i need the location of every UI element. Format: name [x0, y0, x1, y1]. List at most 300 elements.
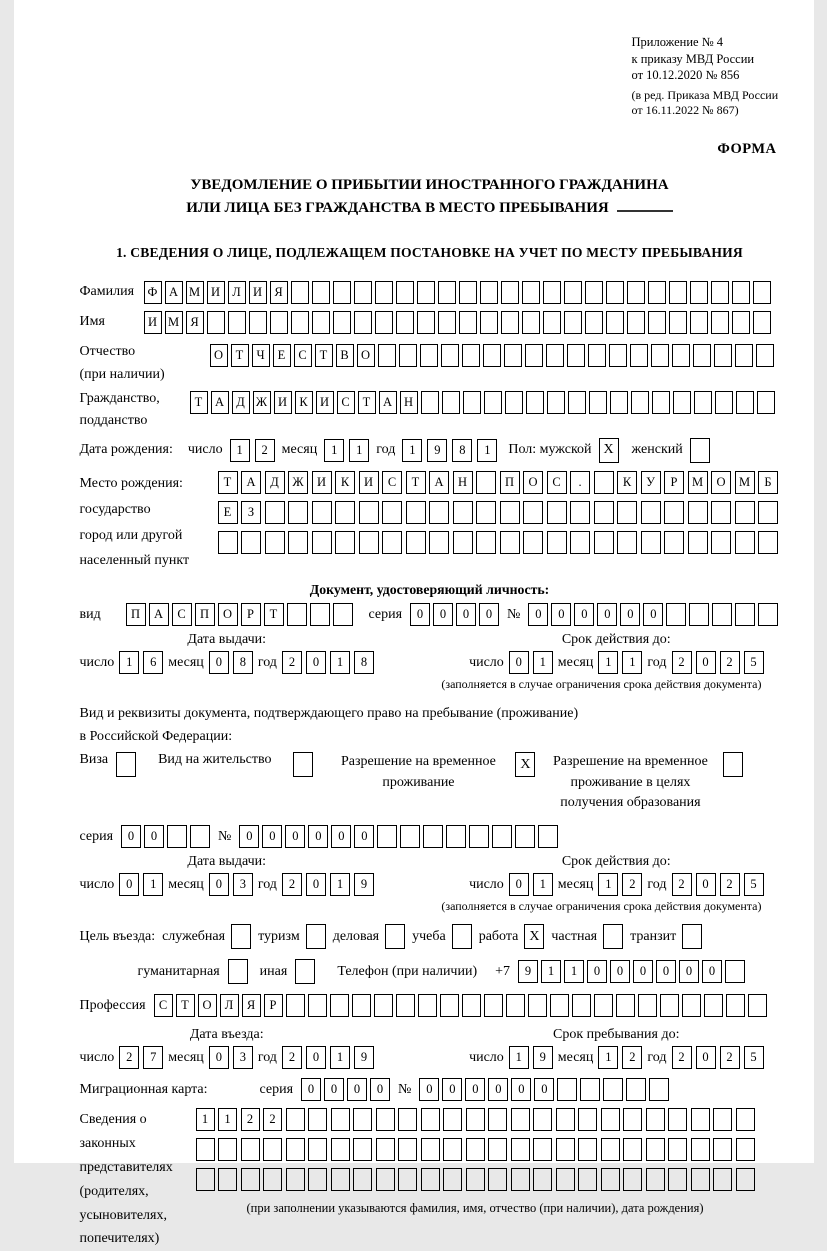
- purpose-chastnaya-checkbox[interactable]: [603, 924, 623, 949]
- form-cell[interactable]: С: [547, 471, 567, 494]
- form-cell[interactable]: Т: [406, 471, 426, 494]
- form-cell[interactable]: [594, 501, 614, 524]
- form-cell[interactable]: С: [382, 471, 402, 494]
- form-cell[interactable]: [522, 311, 540, 334]
- form-cell[interactable]: [331, 1168, 350, 1191]
- form-cell[interactable]: И: [207, 281, 225, 304]
- form-cell[interactable]: И: [312, 471, 332, 494]
- form-cell[interactable]: [466, 1108, 485, 1131]
- form-cell[interactable]: [638, 994, 657, 1017]
- form-cell[interactable]: 1: [218, 1108, 237, 1131]
- form-cell[interactable]: Р: [241, 603, 261, 626]
- form-cell[interactable]: Т: [264, 603, 284, 626]
- form-cell[interactable]: [421, 1138, 440, 1161]
- form-cell[interactable]: К: [295, 391, 313, 414]
- purpose-delovaya-checkbox[interactable]: [385, 924, 405, 949]
- form-cell[interactable]: [564, 311, 582, 334]
- form-cell[interactable]: [648, 311, 666, 334]
- form-cell[interactable]: [382, 531, 402, 554]
- form-cell[interactable]: [398, 1138, 417, 1161]
- form-cell[interactable]: [568, 391, 586, 414]
- form-cell[interactable]: [376, 1138, 395, 1161]
- form-cell[interactable]: [501, 281, 519, 304]
- form-cell[interactable]: 1: [598, 873, 618, 896]
- form-cell[interactable]: И: [359, 471, 379, 494]
- form-cell[interactable]: 0: [347, 1078, 367, 1101]
- permit-issue-day-input[interactable]: [119, 873, 163, 896]
- temp-residence-checkbox[interactable]: X: [515, 752, 535, 777]
- form-cell[interactable]: [648, 281, 666, 304]
- form-cell[interactable]: [375, 281, 393, 304]
- doc-issue-year-input[interactable]: [282, 651, 374, 674]
- form-cell[interactable]: [588, 344, 606, 367]
- form-cell[interactable]: А: [241, 471, 261, 494]
- form-cell[interactable]: [630, 344, 648, 367]
- form-cell[interactable]: [196, 1168, 215, 1191]
- form-cell[interactable]: 0: [696, 873, 716, 896]
- form-cell[interactable]: 0: [306, 1046, 326, 1069]
- form-cell[interactable]: [398, 1168, 417, 1191]
- form-cell[interactable]: П: [500, 471, 520, 494]
- form-cell[interactable]: Т: [315, 344, 333, 367]
- migration-seria-input[interactable]: [301, 1078, 390, 1101]
- form-cell[interactable]: Д: [265, 471, 285, 494]
- form-cell[interactable]: [623, 1138, 642, 1161]
- form-cell[interactable]: 2: [622, 1046, 642, 1069]
- form-cell[interactable]: [492, 825, 512, 848]
- form-cell[interactable]: А: [149, 603, 169, 626]
- form-cell[interactable]: [476, 471, 496, 494]
- form-cell[interactable]: [688, 501, 708, 524]
- form-cell[interactable]: [438, 311, 456, 334]
- form-cell[interactable]: [459, 281, 477, 304]
- form-cell[interactable]: [398, 1108, 417, 1131]
- form-cell[interactable]: [664, 531, 684, 554]
- form-cell[interactable]: [241, 1168, 260, 1191]
- form-cell[interactable]: [418, 994, 437, 1017]
- form-cell[interactable]: Н: [400, 391, 418, 414]
- form-cell[interactable]: [627, 281, 645, 304]
- representatives-row1-input[interactable]: [196, 1108, 755, 1131]
- form-cell[interactable]: 2: [672, 1046, 692, 1069]
- form-cell[interactable]: [623, 1168, 642, 1191]
- form-cell[interactable]: [570, 531, 590, 554]
- form-cell[interactable]: А: [165, 281, 183, 304]
- form-cell[interactable]: Я: [186, 311, 204, 334]
- form-cell[interactable]: [664, 501, 684, 524]
- form-cell[interactable]: 9: [518, 960, 538, 983]
- form-cell[interactable]: [421, 1168, 440, 1191]
- form-cell[interactable]: 0: [643, 603, 663, 626]
- form-cell[interactable]: [550, 994, 569, 1017]
- form-cell[interactable]: 9: [427, 439, 447, 462]
- form-cell[interactable]: К: [335, 471, 355, 494]
- form-cell[interactable]: [757, 391, 775, 414]
- entry-month-input[interactable]: [209, 1046, 253, 1069]
- form-cell[interactable]: [578, 1138, 597, 1161]
- form-cell[interactable]: [589, 391, 607, 414]
- form-cell[interactable]: [429, 531, 449, 554]
- form-cell[interactable]: 0: [419, 1078, 439, 1101]
- form-cell[interactable]: 2: [672, 873, 692, 896]
- form-cell[interactable]: [312, 281, 330, 304]
- form-cell[interactable]: [335, 501, 355, 524]
- form-cell[interactable]: [623, 1108, 642, 1131]
- form-cell[interactable]: [378, 344, 396, 367]
- form-cell[interactable]: [396, 994, 415, 1017]
- form-cell[interactable]: [601, 1108, 620, 1131]
- form-cell[interactable]: [672, 344, 690, 367]
- form-cell[interactable]: О: [210, 344, 228, 367]
- form-cell[interactable]: [526, 391, 544, 414]
- form-cell[interactable]: [417, 281, 435, 304]
- form-cell[interactable]: И: [274, 391, 292, 414]
- form-cell[interactable]: Ч: [252, 344, 270, 367]
- form-cell[interactable]: 0: [465, 1078, 485, 1101]
- form-cell[interactable]: 0: [354, 825, 374, 848]
- form-cell[interactable]: [354, 281, 372, 304]
- form-cell[interactable]: 8: [233, 651, 253, 674]
- form-cell[interactable]: [484, 994, 503, 1017]
- form-cell[interactable]: [462, 344, 480, 367]
- form-cell[interactable]: [423, 825, 443, 848]
- form-cell[interactable]: 2: [282, 873, 302, 896]
- form-cell[interactable]: [564, 281, 582, 304]
- form-cell[interactable]: [190, 825, 210, 848]
- form-cell[interactable]: 2: [282, 1046, 302, 1069]
- form-cell[interactable]: 2: [720, 651, 740, 674]
- form-cell[interactable]: П: [126, 603, 146, 626]
- form-cell[interactable]: [469, 825, 489, 848]
- form-cell[interactable]: 0: [144, 825, 164, 848]
- form-cell[interactable]: 2: [263, 1108, 282, 1131]
- form-cell[interactable]: [286, 994, 305, 1017]
- form-cell[interactable]: [228, 311, 246, 334]
- form-cell[interactable]: [453, 531, 473, 554]
- form-cell[interactable]: К: [617, 471, 637, 494]
- form-cell[interactable]: [443, 1168, 462, 1191]
- form-cell[interactable]: [543, 281, 561, 304]
- form-cell[interactable]: [291, 281, 309, 304]
- form-cell[interactable]: .: [570, 471, 590, 494]
- form-cell[interactable]: О: [218, 603, 238, 626]
- purpose-ucheba-checkbox[interactable]: [452, 924, 472, 949]
- form-cell[interactable]: С: [337, 391, 355, 414]
- representatives-row3-input[interactable]: [196, 1168, 755, 1191]
- form-cell[interactable]: 2: [720, 873, 740, 896]
- form-cell[interactable]: 2: [282, 651, 302, 674]
- form-cell[interactable]: [601, 1168, 620, 1191]
- form-cell[interactable]: [466, 1168, 485, 1191]
- form-cell[interactable]: [691, 1168, 710, 1191]
- doc-type-input[interactable]: [126, 603, 353, 626]
- form-cell[interactable]: Т: [218, 471, 238, 494]
- form-cell[interactable]: Л: [220, 994, 239, 1017]
- form-cell[interactable]: [533, 1138, 552, 1161]
- form-cell[interactable]: 0: [306, 651, 326, 674]
- form-cell[interactable]: [691, 1108, 710, 1131]
- form-cell[interactable]: [504, 344, 522, 367]
- form-cell[interactable]: [594, 531, 614, 554]
- form-cell[interactable]: [694, 391, 712, 414]
- doc-issue-day-input[interactable]: [119, 651, 163, 674]
- form-cell[interactable]: [689, 603, 709, 626]
- form-cell[interactable]: [440, 994, 459, 1017]
- form-cell[interactable]: [693, 344, 711, 367]
- form-cell[interactable]: 5: [744, 873, 764, 896]
- form-cell[interactable]: [480, 281, 498, 304]
- purpose-tranzit-checkbox[interactable]: [682, 924, 702, 949]
- form-cell[interactable]: 3: [233, 873, 253, 896]
- form-cell[interactable]: [511, 1138, 530, 1161]
- form-cell[interactable]: [646, 1168, 665, 1191]
- form-cell[interactable]: 0: [370, 1078, 390, 1101]
- form-cell[interactable]: [511, 1108, 530, 1131]
- given-name-input[interactable]: [144, 311, 771, 334]
- form-cell[interactable]: [556, 1138, 575, 1161]
- form-cell[interactable]: Ж: [253, 391, 271, 414]
- form-cell[interactable]: [669, 311, 687, 334]
- form-cell[interactable]: [690, 281, 708, 304]
- form-cell[interactable]: 1: [598, 651, 618, 674]
- form-cell[interactable]: [523, 531, 543, 554]
- form-cell[interactable]: [711, 531, 731, 554]
- form-cell[interactable]: [353, 1138, 372, 1161]
- form-cell[interactable]: 0: [209, 651, 229, 674]
- form-cell[interactable]: Д: [232, 391, 250, 414]
- form-cell[interactable]: [463, 391, 481, 414]
- doc-valid-month-input[interactable]: [598, 651, 642, 674]
- form-cell[interactable]: 0: [488, 1078, 508, 1101]
- form-cell[interactable]: [682, 994, 701, 1017]
- form-cell[interactable]: [585, 281, 603, 304]
- form-cell[interactable]: 1: [598, 1046, 618, 1069]
- form-cell[interactable]: [399, 344, 417, 367]
- form-cell[interactable]: 0: [696, 1046, 716, 1069]
- form-cell[interactable]: [265, 531, 285, 554]
- form-cell[interactable]: [354, 311, 372, 334]
- form-cell[interactable]: [556, 1168, 575, 1191]
- form-cell[interactable]: [668, 1138, 687, 1161]
- form-cell[interactable]: [713, 1108, 732, 1131]
- form-cell[interactable]: 0: [301, 1078, 321, 1101]
- form-cell[interactable]: [735, 603, 755, 626]
- stay-year-input[interactable]: [672, 1046, 764, 1069]
- form-cell[interactable]: [286, 1168, 305, 1191]
- form-cell[interactable]: [376, 1168, 395, 1191]
- form-cell[interactable]: [376, 1108, 395, 1131]
- purpose-rabota-checkbox[interactable]: X: [524, 924, 544, 949]
- form-cell[interactable]: О: [523, 471, 543, 494]
- form-cell[interactable]: [609, 344, 627, 367]
- form-cell[interactable]: 9: [533, 1046, 553, 1069]
- form-cell[interactable]: 9: [354, 873, 374, 896]
- form-cell[interactable]: В: [336, 344, 354, 367]
- form-cell[interactable]: [459, 311, 477, 334]
- form-cell[interactable]: [406, 531, 426, 554]
- form-cell[interactable]: 1: [564, 960, 584, 983]
- form-cell[interactable]: А: [379, 391, 397, 414]
- form-cell[interactable]: У: [641, 471, 661, 494]
- form-cell[interactable]: 0: [551, 603, 571, 626]
- entry-day-input[interactable]: [119, 1046, 163, 1069]
- form-cell[interactable]: [417, 311, 435, 334]
- form-cell[interactable]: [333, 603, 353, 626]
- form-cell[interactable]: [501, 311, 519, 334]
- form-cell[interactable]: 5: [744, 651, 764, 674]
- form-cell[interactable]: [421, 1108, 440, 1131]
- form-cell[interactable]: А: [211, 391, 229, 414]
- stay-day-input[interactable]: [509, 1046, 553, 1069]
- form-cell[interactable]: 0: [633, 960, 653, 983]
- migration-number-input[interactable]: [419, 1078, 669, 1101]
- form-cell[interactable]: 1: [533, 873, 553, 896]
- form-cell[interactable]: [736, 391, 754, 414]
- form-cell[interactable]: [758, 531, 778, 554]
- form-cell[interactable]: 9: [354, 1046, 374, 1069]
- form-cell[interactable]: [627, 311, 645, 334]
- form-cell[interactable]: Р: [264, 994, 283, 1017]
- form-cell[interactable]: [547, 501, 567, 524]
- form-cell[interactable]: С: [172, 603, 192, 626]
- form-cell[interactable]: [484, 391, 502, 414]
- form-cell[interactable]: [736, 1108, 755, 1131]
- form-cell[interactable]: [649, 1078, 669, 1101]
- form-cell[interactable]: 0: [509, 651, 529, 674]
- form-cell[interactable]: [429, 501, 449, 524]
- form-cell[interactable]: М: [688, 471, 708, 494]
- form-cell[interactable]: [382, 501, 402, 524]
- form-cell[interactable]: М: [186, 281, 204, 304]
- form-cell[interactable]: [610, 391, 628, 414]
- form-cell[interactable]: 8: [354, 651, 374, 674]
- form-cell[interactable]: [735, 344, 753, 367]
- form-cell[interactable]: 2: [119, 1046, 139, 1069]
- form-cell[interactable]: А: [429, 471, 449, 494]
- form-cell[interactable]: [626, 1078, 646, 1101]
- citizenship-input[interactable]: [190, 391, 775, 414]
- form-cell[interactable]: [523, 501, 543, 524]
- form-cell[interactable]: 0: [679, 960, 699, 983]
- form-cell[interactable]: [312, 501, 332, 524]
- form-cell[interactable]: [585, 311, 603, 334]
- form-cell[interactable]: [753, 311, 771, 334]
- form-cell[interactable]: [673, 391, 691, 414]
- form-cell[interactable]: [669, 281, 687, 304]
- form-cell[interactable]: 2: [241, 1108, 260, 1131]
- form-cell[interactable]: [263, 1138, 282, 1161]
- form-cell[interactable]: [594, 994, 613, 1017]
- form-cell[interactable]: [446, 825, 466, 848]
- form-cell[interactable]: [453, 501, 473, 524]
- doc-seria-input[interactable]: [410, 603, 499, 626]
- form-cell[interactable]: [690, 311, 708, 334]
- form-cell[interactable]: Т: [176, 994, 195, 1017]
- form-cell[interactable]: [725, 960, 745, 983]
- form-cell[interactable]: [711, 501, 731, 524]
- form-cell[interactable]: 2: [720, 1046, 740, 1069]
- form-cell[interactable]: [533, 1168, 552, 1191]
- form-cell[interactable]: [288, 501, 308, 524]
- form-cell[interactable]: [711, 281, 729, 304]
- birth-place-row2-input[interactable]: [218, 501, 779, 524]
- form-cell[interactable]: [736, 1138, 755, 1161]
- form-cell[interactable]: [331, 1108, 350, 1131]
- form-cell[interactable]: [241, 1138, 260, 1161]
- form-cell[interactable]: [167, 825, 187, 848]
- form-cell[interactable]: [270, 311, 288, 334]
- permit-issue-year-input[interactable]: [282, 873, 374, 896]
- form-cell[interactable]: [359, 501, 379, 524]
- form-cell[interactable]: 1: [324, 439, 344, 462]
- purpose-inaya-checkbox[interactable]: [295, 959, 315, 984]
- form-cell[interactable]: 0: [511, 1078, 531, 1101]
- form-cell[interactable]: 0: [574, 603, 594, 626]
- purpose-sluzhebnaya-checkbox[interactable]: [231, 924, 251, 949]
- form-cell[interactable]: 0: [262, 825, 282, 848]
- form-cell[interactable]: [617, 531, 637, 554]
- form-cell[interactable]: [441, 344, 459, 367]
- form-cell[interactable]: [578, 1168, 597, 1191]
- form-cell[interactable]: [218, 1138, 237, 1161]
- form-cell[interactable]: [732, 311, 750, 334]
- form-cell[interactable]: [374, 994, 393, 1017]
- form-cell[interactable]: [377, 825, 397, 848]
- form-cell[interactable]: [396, 281, 414, 304]
- form-cell[interactable]: [515, 825, 535, 848]
- form-cell[interactable]: [511, 1168, 530, 1191]
- form-cell[interactable]: 0: [696, 651, 716, 674]
- form-cell[interactable]: 0: [209, 873, 229, 896]
- form-cell[interactable]: [308, 1138, 327, 1161]
- form-cell[interactable]: 1: [119, 651, 139, 674]
- form-cell[interactable]: Н: [453, 471, 473, 494]
- form-cell[interactable]: 0: [239, 825, 259, 848]
- form-cell[interactable]: [442, 391, 460, 414]
- form-cell[interactable]: [631, 391, 649, 414]
- form-cell[interactable]: [500, 531, 520, 554]
- form-cell[interactable]: [359, 531, 379, 554]
- form-cell[interactable]: 6: [143, 651, 163, 674]
- form-cell[interactable]: [287, 603, 307, 626]
- form-cell[interactable]: 0: [587, 960, 607, 983]
- form-cell[interactable]: [308, 994, 327, 1017]
- form-cell[interactable]: [522, 281, 540, 304]
- form-cell[interactable]: [758, 501, 778, 524]
- permit-valid-day-input[interactable]: [509, 873, 553, 896]
- form-cell[interactable]: [396, 311, 414, 334]
- form-cell[interactable]: П: [195, 603, 215, 626]
- form-cell[interactable]: И: [249, 281, 267, 304]
- birth-year-input[interactable]: [402, 439, 497, 462]
- form-cell[interactable]: 0: [433, 603, 453, 626]
- doc-valid-year-input[interactable]: [672, 651, 764, 674]
- form-cell[interactable]: [443, 1108, 462, 1131]
- form-cell[interactable]: [310, 603, 330, 626]
- form-cell[interactable]: [400, 825, 420, 848]
- form-cell[interactable]: 1: [509, 1046, 529, 1069]
- form-cell[interactable]: [578, 1108, 597, 1131]
- form-cell[interactable]: 8: [452, 439, 472, 462]
- form-cell[interactable]: [606, 311, 624, 334]
- form-cell[interactable]: М: [165, 311, 183, 334]
- form-cell[interactable]: [265, 501, 285, 524]
- form-cell[interactable]: 1: [196, 1108, 215, 1131]
- form-cell[interactable]: [218, 531, 238, 554]
- form-cell[interactable]: 3: [233, 1046, 253, 1069]
- form-cell[interactable]: [641, 501, 661, 524]
- representatives-row2-input[interactable]: [196, 1138, 755, 1161]
